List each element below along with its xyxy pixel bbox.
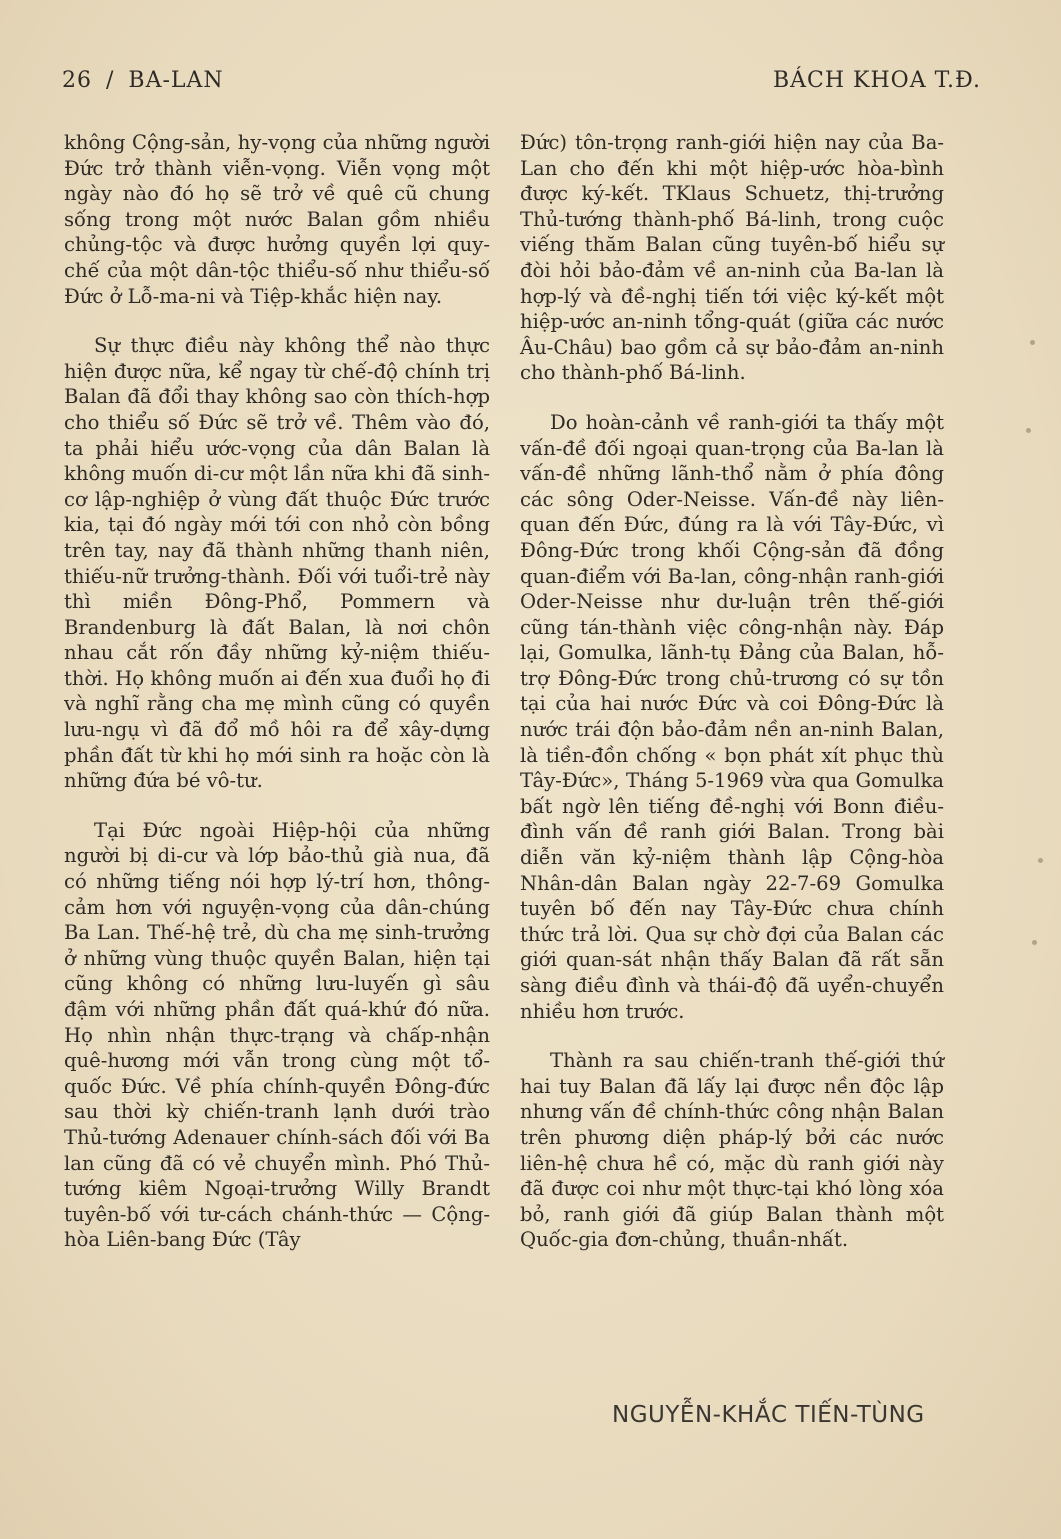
- paragraph: không Cộng-sản, hy-vọng của những người Đức trở thành viễn-vọng. Viễn vọng một ngày nào đó họ sẽ trở về quê cũ chung sống trong một nước Balan gồm nhiều chủng-tộc và được hưởng quyền lợi quy-chế của một dân-tộc thiểu-số như thiểu-số Đức ở Lỗ-ma-ni và Tiệp-khắc hiện nay.: [64, 131, 490, 308]
- paragraph: Do hoàn-cảnh về ranh-giới ta thấy một vấn-đề đối ngoại quan-trọng của Ba-lan là vấn-đề những lãnh-thổ nằm ở phía đông các sông Oder-Neisse. Vấn-đề này liên-quan đến Đức, đúng ra là với Tây-Đức, vì Đông-Đức trong khối Cộng-sản đã đồng quan-điểm với Ba-lan, công-nhận ranh-giới Oder-Neisse như dư-luận trên thế-giới cũng tán-thành việc công-nhận này. Đáp lại, Gomulka, lãnh-tụ Đảng của Balan, hỗ-trợ Đông-Đức trong chủ-trương có sự tồn tại của hai nước Đức và coi Đông-Đức là nước trái độn bảo-đảm nền an-ninh Balan, là tiền-đồn chống « bọn phát xít phục thù Tây-Đức», Tháng 5-1969 vừa qua Gomulka bất ngờ lên tiếng đề-nghị với Bonn điều-đình vấn đề ranh giới Balan. Trong bài diễn văn kỷ-niệm thành lập Cộng-hòa Nhân-dân Balan ngày 22-7-69 Gomulka tuyên bố đến nay Tây-Đức chưa chính thức trả lời. Qua sự chờ đợi của Balan các giới quan-sát nhận thấy Balan đã rất sẵn sàng điều đình và thái-độ đã uyển-chuyển nhiều hơn trước.: [520, 410, 944, 1023]
- page-header: [62, 68, 981, 104]
- paper-speck: [1032, 940, 1037, 945]
- right-column: [520, 130, 944, 1277]
- author-signature: NGUYỄN-KHẮC TIẾN-TÙNG: [612, 1402, 925, 1428]
- paragraph: Sự thực điều này không thể nào thực hiện được nữa, kể ngay từ chế-độ chính trị Balan đã đổi thay không sao còn thích-hợp cho thiểu số Đức sẽ trở về. Thêm vào đó, ta phải hiểu ước-vọng của dân Balan là không muốn di-cư một lần nữa khi đã sinh-cơ lập-nghiệp ở vùng đất thuộc Đức trước kia, tại đó ngày mới tới con nhỏ còn bồng trên tay, nay đã thành những thanh niên, thiếu-nữ trưởng-thành. Đối với tuổi-trẻ này thì miền Đông-Phổ, Pommern và Brandenburg là đất Balan, là nơi chôn nhau cắt rốn đầy những kỷ-niệm thiếu-thời. Họ không muốn ai đến xua đuổi họ đi và nghĩ rằng cha mẹ mình cũng có quyền lưu-ngụ vì đã đổ mồ hôi ra để xây-dựng phần đất từ khi họ mới sinh ra hoặc còn là những đứa bé vô-tư.: [64, 334, 490, 793]
- paper-speck: [1030, 340, 1035, 345]
- header-left: [62, 68, 224, 93]
- paragraph: Tại Đức ngoài Hiệp-hội của những người bị di-cư và lớp bảo-thủ già nua, đã có những tiếng nói hợp lý-trí hơn, thông-cảm hơn với nguyện-vọng của dân-chúng Ba Lan. Thế-hệ trẻ, dù cha mẹ sinh-trưởng ở những vùng thuộc quyền Balan, hiện tại cũng không có những lưu-luyến gì sâu đậm với những phần đất quá-khứ đó nữa. Họ nhìn nhận thực-trạng và chấp-nhận quê-hương mới vẫn trong cùng một tổ-quốc Đức. Về phía chính-quyền Đông-đức sau thời kỳ chiến-tranh lạnh dưới trào Thủ-tướng Adenauer chính-sách đối với Ba lan cũng đã có vẻ chuyển mình. Phó Thủ-tướng kiêm Ngoại-trưởng Willy Brandt tuyên-bố với tư-cách chánh-thức — Cộng-hòa Liên-bang Đức (Tây: [64, 818, 490, 1252]
- page-number: 26: [62, 68, 92, 93]
- left-column: [64, 130, 490, 1277]
- paper-speck: [1038, 858, 1043, 863]
- magazine-title: BÁCH KHOA T.Đ.: [772, 68, 981, 93]
- paper-speck: [1026, 428, 1031, 433]
- header-separator: /: [106, 68, 115, 93]
- section-title: BA-LAN: [128, 68, 224, 93]
- paragraph: Thành ra sau chiến-tranh thế-giới thứ hai tuy Balan đã lấy lại được nền độc lập nhưng vấn đề chính-thức công nhận Balan trên phương diện pháp-lý bởi các nước liên-hệ chưa hề có, mặc dù ranh giới này đã được coi như một thực-tại khó lòng xóa bỏ, ranh giới đã giúp Balan thành một Quốc-gia đơn-chủng, thuần-nhất.: [520, 1049, 944, 1252]
- paragraph: Đức) tôn-trọng ranh-giới hiện nay của Ba-Lan cho đến khi một hiệp-ước hòa-bình được ký-kết. TKlaus Schuetz, thị-trưởng Thủ-tướng thành-phố Bá-linh, trong cuộc viếng thăm Balan cũng tuyên-bố hiểu sự đòi hỏi bảo-đảm về an-ninh của Ba-lan là hợp-lý và đề-nghị tiến tới việc ký-kết một hiệp-ước an-ninh tổng-quát (giữa các nước Âu-Châu) bao gồm cả sự bảo-đảm an-ninh cho thành-phố Bá-linh.: [520, 131, 944, 385]
